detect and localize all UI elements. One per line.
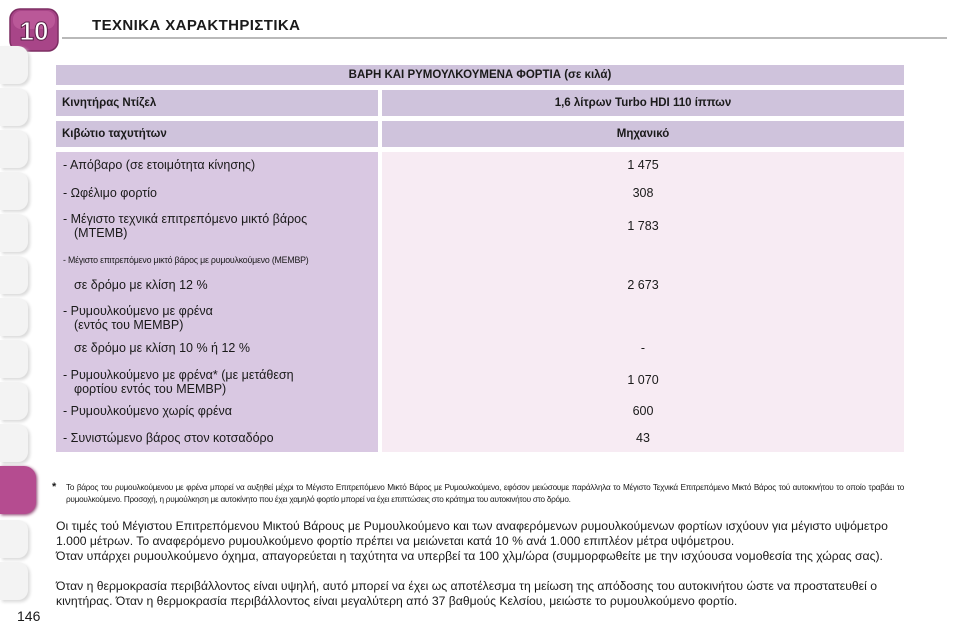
footnote-marker: * xyxy=(52,481,57,493)
engine-value: 1,6 λίτρων Turbo HDI 110 ίππων xyxy=(382,90,904,116)
row-label: - Μέγιστο τεχνικά επιτρεπόμενο μικτό βάρος (ΜΤΕΜΒ) xyxy=(63,212,308,240)
chapter-tab[interactable] xyxy=(0,520,28,558)
header-rule xyxy=(62,37,947,39)
paragraph-speed: Όταν υπάρχει ρυμουλκούμενο όχημα, απαγορεύεται η ταχύτητα να υπερβεί τα 100 χλμ/ώρα (συμμορφωθείτε με την ισχύουσα νομοθεσία της χώρας σας). xyxy=(56,549,883,563)
footnote-text: Το βάρος του ρυμουλκούμενου με φρένα μπορεί να αυξηθεί μέχρι το Μέγιστο Επιτρεπόμενο Μικτό Βάρος με Ρυμουλκούμενο, εφόσον μειώσουμε παράλληλα το Μέγιστο Τεχνικά Επιτρεπόμενο Μικτό Βάρος τού αυτοκινήτου το οποίο τραβάει το ρυμουλκούμενο. Προσοχή, η ρυμούλκηση με αυτοκίνητο που έχει χαμηλό φορτίο μπορεί να έχει επιπτώσεις στο κράτημα του αυτοκινήτου στο δρόμο. xyxy=(66,483,904,504)
chapter-tab[interactable] xyxy=(0,172,28,210)
row-label: - Ωφέλιμο φορτίο xyxy=(63,186,157,200)
chapter-tab[interactable] xyxy=(0,424,28,462)
chapter-tab[interactable] xyxy=(0,562,28,600)
chapter-tab[interactable] xyxy=(0,382,28,420)
row-label: σε δρόμο με κλίση 10 % ή 12 % xyxy=(74,341,250,355)
row-value: 600 xyxy=(632,404,654,418)
footnote xyxy=(52,481,904,506)
chapter-tab[interactable] xyxy=(0,214,28,252)
row-label: - Μέγιστο επιτρεπόμενο μικτό βάρος με ρυμουλκούμενο (ΜΕΜΒΡ) xyxy=(63,255,309,265)
paragraph-temperature: Όταν η θερμοκρασία περιβάλλοντος είναι υψηλή, αυτό μπορεί να έχει ως αποτέλεσμα τη μείωση της απόδοσης του αυτοκινήτου ώστε να προστατευθεί ο κινητήρας. Όταν η θερμοκρασία περιβάλλοντος είναι μεγαλύτερη από 37 βαθμούς Κελσίου, μειώστε το ρυμουλκούμενο φορτίο. xyxy=(56,579,877,608)
chapter-tab[interactable] xyxy=(0,340,28,378)
row-label: - Ρυμουλκούμενο με φρένα (εντός του ΜΕΜΒΡ) xyxy=(63,304,213,332)
row-label: - Συνιστώμενο βάρος στον κοτσαδόρο xyxy=(63,431,274,445)
engine-label: Κινητήρας Ντίζελ xyxy=(56,90,378,116)
table-body xyxy=(56,152,904,452)
page-number: 146 xyxy=(17,608,41,624)
row-label: - Ρυμουλκούμενο με φρένα* (με μετάθεση φορτίου εντός του ΜΕΜΒΡ) xyxy=(63,368,294,396)
gearbox-value: Μηχανικό xyxy=(382,121,904,147)
chapter-tab[interactable] xyxy=(0,130,28,168)
row-label: σε δρόμο με κλίση 12 % xyxy=(74,278,208,292)
engine-row xyxy=(56,90,904,116)
row-value: - xyxy=(640,341,646,355)
row-value: 308 xyxy=(632,186,654,200)
label-column xyxy=(56,152,378,452)
table-title: ΒΑΡΗ ΚΑΙ ΡΥΜΟΥΛΚΟΥΜΕΝΑ ΦΟΡΤΙΑ (σε κιλά) xyxy=(56,65,904,85)
gearbox-label: Κιβώτιο ταχυτήτων xyxy=(56,121,378,147)
paragraph-altitude: Οι τιμές τού Μέγιστου Επιτρεπόμενου Μικτού Βάρους με Ρυμουλκούμενο και των αναφερόμενων ρυμουλκούμενων φορτίων ισχύουν για μέγιστο υψόμετρο 1.000 μέτρων. Το αναφερόμενο ρυμουλκούμενο φορτίο πρέπει να μειώνεται κατά 10 % ανά 1.000 επιπλέον μέτρα υψόμετρου. xyxy=(56,519,888,548)
chapter-tab[interactable] xyxy=(0,298,28,336)
chapter-tab[interactable] xyxy=(0,88,28,126)
chapter-tab[interactable] xyxy=(0,46,28,84)
row-value: 1 783 xyxy=(627,219,659,233)
row-label: - Απόβαρο (σε ετοιμότητα κίνησης) xyxy=(63,158,256,172)
value-column xyxy=(382,152,904,452)
row-value: 43 xyxy=(636,431,650,445)
gearbox-row xyxy=(56,121,904,147)
weights-table xyxy=(56,65,904,452)
row-value: 1 070 xyxy=(627,373,659,387)
chapter-tab-active[interactable] xyxy=(0,466,36,514)
chapter-title: ΤΕΧΝΙΚΑ ΧΑΡΑΚΤΗΡΙΣΤΙΚΑ xyxy=(92,17,301,34)
row-label: - Ρυμουλκούμενο χωρίς φρένα xyxy=(63,404,233,418)
row-value: 2 673 xyxy=(627,278,659,292)
row-value: 1 475 xyxy=(627,158,659,172)
chapter-number: 10 xyxy=(19,16,49,46)
chapter-tab[interactable] xyxy=(0,256,28,294)
